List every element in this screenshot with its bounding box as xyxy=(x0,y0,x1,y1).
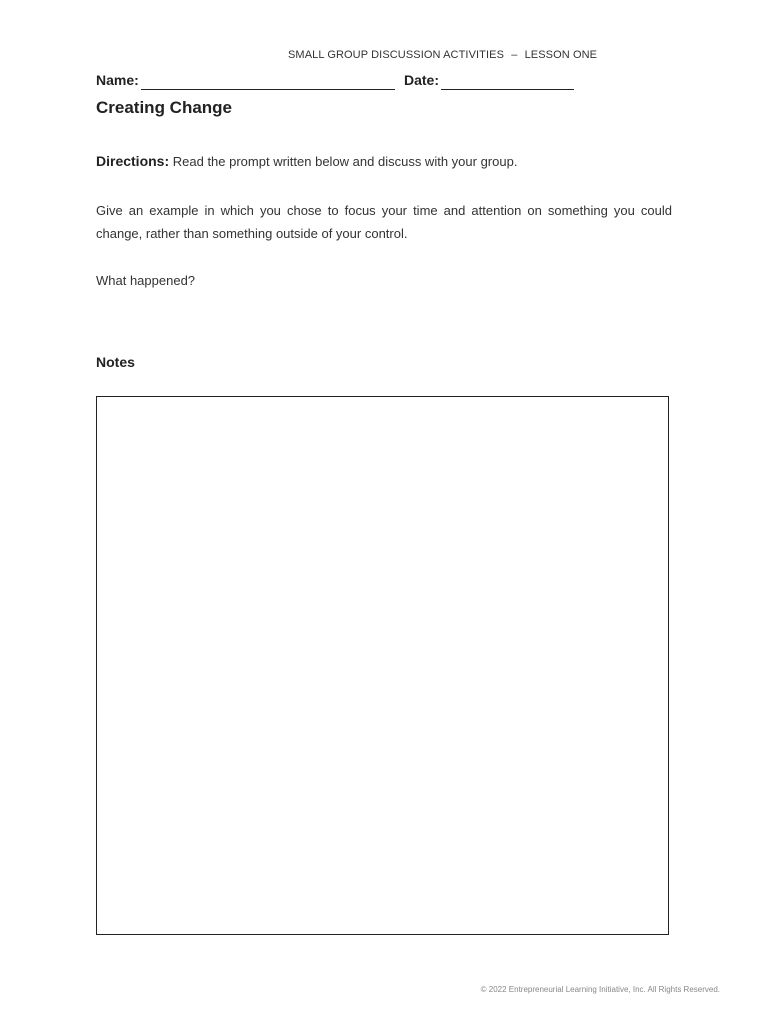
date-label: Date: xyxy=(404,72,440,88)
directions-text: Read the prompt written below and discuss with your group. xyxy=(172,154,518,169)
directions xyxy=(96,153,517,169)
name-field[interactable] xyxy=(141,89,395,90)
date-field[interactable] xyxy=(441,89,574,90)
notes-label: Notes xyxy=(96,354,135,370)
discussion-prompt: Give an example in which you chose to focus your time and attention on something you could change, rather than something outside of your control. xyxy=(96,203,672,241)
prompt-question: What happened? xyxy=(96,273,196,288)
name-date-row xyxy=(96,72,596,92)
header-separator: – xyxy=(511,49,518,61)
page-title: Creating Change xyxy=(96,98,233,117)
notes-box[interactable] xyxy=(96,396,669,935)
header-lesson: LESSON ONE xyxy=(524,49,598,61)
page-header xyxy=(288,49,597,61)
header-activity-title: SMALL GROUP DISCUSSION ACTIVITIES xyxy=(288,49,505,61)
copyright-footer: © 2022 Entrepreneurial Learning Initiative, Inc. All Rights Reserved. xyxy=(480,985,720,994)
directions-label: Directions: xyxy=(96,153,170,169)
name-label: Name: xyxy=(96,72,139,88)
